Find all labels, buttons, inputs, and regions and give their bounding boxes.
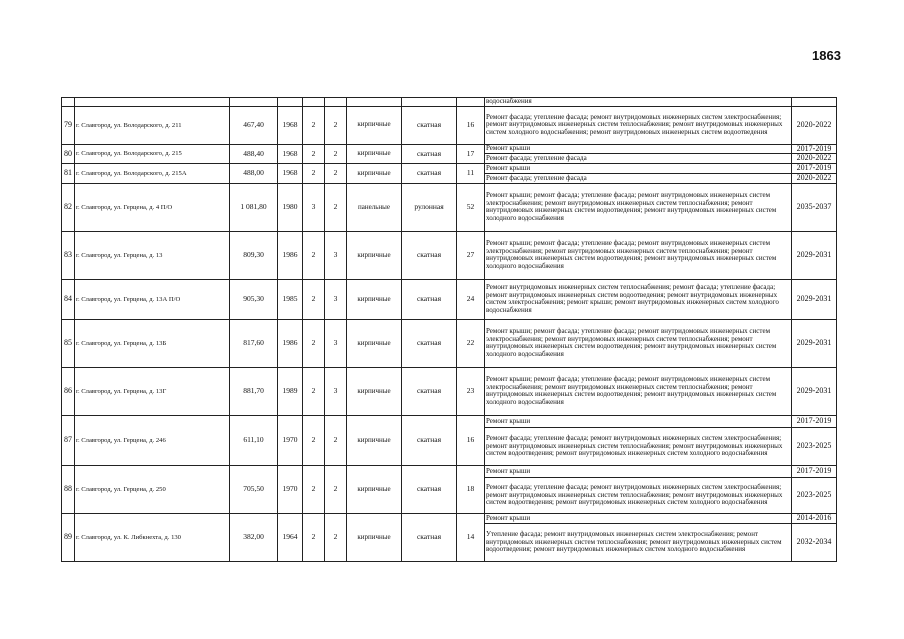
cell-roof-type: скатная <box>402 106 457 144</box>
table-row <box>62 106 837 144</box>
table-row <box>62 415 837 427</box>
cell-roof-type: скатная <box>402 465 457 513</box>
cell-floors: 2 <box>303 367 325 415</box>
table-row <box>62 513 837 523</box>
cell-period: 2017-2019 <box>792 144 837 154</box>
cell-entrances: 3 <box>325 279 347 319</box>
cell-entrances: 2 <box>325 164 347 184</box>
cell-repair-works: Утепление фасада; ремонт внутридомовых инженерных систем электроснабжения; ремонт внутридомовых инженерных систем теплоснабжения; ремонт внутридомовых инженерных систем водоотведения; ремонт внутридомовых инженерных систем холодного водоснабжения <box>485 523 792 561</box>
cell-area: 488,40 <box>230 144 278 164</box>
cell-apartment-count: 16 <box>457 106 485 144</box>
cell-entrances: 3 <box>325 231 347 279</box>
cell-address: г. Славгород, ул. Герцена, д. 13Г <box>75 367 230 415</box>
cell-repair-works: Ремонт крыши; ремонт фасада; утепление фасада; ремонт внутридомовых инженерных систем электроснабжения; ремонт внутридомовых инженерных систем теплоснабжения; ремонт внутридомовых инженерных систем водоотведения; ремонт внутридомовых инженерных систем холодного водоснабжения <box>485 183 792 231</box>
cell-apartment-count: 16 <box>457 415 485 465</box>
table-row <box>62 465 837 477</box>
cell-year-built: 1964 <box>278 513 303 561</box>
cell-row-number: 87 <box>62 415 75 465</box>
cell-row-number: 86 <box>62 367 75 415</box>
cell-repair-works: Ремонт крыши <box>485 164 792 174</box>
cell-row-number: 80 <box>62 144 75 164</box>
table-row <box>62 231 837 279</box>
cell-roof-type: скатная <box>402 231 457 279</box>
cell-repair-works: Ремонт фасада; утепление фасада; ремонт внутридомовых инженерных систем электроснабжения; ремонт внутридомовых инженерных систем теплоснабжения; ремонт внутридомовых инженерных систем водоотведения; ремонт внутридомовых инженерных систем холодного водоснабжения <box>485 427 792 465</box>
cell-apartment-count: 11 <box>457 164 485 184</box>
cell-apartment-count: 27 <box>457 231 485 279</box>
cell-year-built: 1980 <box>278 183 303 231</box>
cell-wall-material: кирпичные <box>347 367 402 415</box>
cell-roof-type: скатная <box>402 319 457 367</box>
cell-period: 2029-2031 <box>792 367 837 415</box>
cell-area: 881,70 <box>230 367 278 415</box>
table-row <box>62 279 837 319</box>
cell-apartment-count: 22 <box>457 319 485 367</box>
table-row <box>62 183 837 231</box>
table-row <box>62 367 837 415</box>
cell-wall-material: кирпичные <box>347 106 402 144</box>
cell-period: 2023-2025 <box>792 477 837 513</box>
cell-apartment-count: 23 <box>457 367 485 415</box>
cell-address: г. Славгород, ул. К. Либкнехта, д. 130 <box>75 513 230 561</box>
cell-year-built: 1968 <box>278 144 303 164</box>
cell-entrances: 2 <box>325 106 347 144</box>
cell-area: 905,30 <box>230 279 278 319</box>
cell-row-number: 79 <box>62 106 75 144</box>
cell-wall-material: кирпичные <box>347 164 402 184</box>
cell-entrances: 2 <box>325 465 347 513</box>
cell-period: 2029-2031 <box>792 279 837 319</box>
cell-repair-works: Ремонт крыши <box>485 144 792 154</box>
cell-period: 2035-2037 <box>792 183 837 231</box>
cell-year-built: 1970 <box>278 415 303 465</box>
cell-address: г. Славгород, ул. Герцена, д. 250 <box>75 465 230 513</box>
cell-floors: 2 <box>303 231 325 279</box>
cell-wall-material: кирпичные <box>347 465 402 513</box>
cell-floors: 2 <box>303 106 325 144</box>
capital-repair-table <box>61 97 837 562</box>
cell-period: 2017-2019 <box>792 465 837 477</box>
cell-year-built: 1970 <box>278 465 303 513</box>
cell-period: 2020-2022 <box>792 154 837 164</box>
cell-row-number: 81 <box>62 164 75 184</box>
cell-period: 2020-2022 <box>792 106 837 144</box>
cell-area: 467,40 <box>230 106 278 144</box>
cell-period: 2032-2034 <box>792 523 837 561</box>
cell-entrances: 2 <box>325 144 347 164</box>
cell-apartment-count: 18 <box>457 465 485 513</box>
cell-repair-works: Ремонт крыши; ремонт фасада; утепление фасада; ремонт внутридомовых инженерных систем электроснабжения; ремонт внутридомовых инженерных систем теплоснабжения; ремонт внутридомовых инженерных систем водоотведения; ремонт внутридомовых инженерных систем холодного водоснабжения <box>485 319 792 367</box>
table-row <box>62 319 837 367</box>
cell-roof-type: скатная <box>402 279 457 319</box>
cell-repair-works: Ремонт крыши; ремонт фасада; утепление фасада; ремонт внутридомовых инженерных систем электроснабжения; ремонт внутридомовых инженерных систем теплоснабжения; ремонт внутридомовых инженерных систем водоотведения; ремонт внутридомовых инженерных систем холодного водоснабжения <box>485 367 792 415</box>
cell-floors: 2 <box>303 144 325 164</box>
table-row <box>62 164 837 174</box>
cell-area: 705,50 <box>230 465 278 513</box>
cell-row-number: 85 <box>62 319 75 367</box>
cell-period: 2014-2016 <box>792 513 837 523</box>
cell-year-built: 1968 <box>278 106 303 144</box>
cell-floors: 2 <box>303 513 325 561</box>
cell-wall-material: кирпичные <box>347 231 402 279</box>
cell-address: г. Славгород, ул. Володарского, д. 215 <box>75 144 230 164</box>
cell-address: г. Славгород, ул. Володарского, д. 211 <box>75 106 230 144</box>
cell-roof-type: скатная <box>402 415 457 465</box>
cell-wall-material: кирпичные <box>347 513 402 561</box>
cell-year-built: 1986 <box>278 319 303 367</box>
cell-row-number: 84 <box>62 279 75 319</box>
cell-row-number: 89 <box>62 513 75 561</box>
cell-repair-works: Ремонт фасада; утепление фасада <box>485 154 792 164</box>
cell-period: 2020-2022 <box>792 174 837 184</box>
cell-area: 382,00 <box>230 513 278 561</box>
cell-wall-material: кирпичные <box>347 144 402 164</box>
cell-period: 2023-2025 <box>792 427 837 465</box>
cell-floors: 2 <box>303 415 325 465</box>
table-body <box>62 98 837 562</box>
cell-wall-material: панельные <box>347 183 402 231</box>
carryover-work: водоснабжения <box>485 98 792 107</box>
cell-roof-type: скатная <box>402 513 457 561</box>
cell-floors: 3 <box>303 183 325 231</box>
carryover-row <box>62 98 837 107</box>
cell-repair-works: Ремонт фасада; утепление фасада; ремонт внутридомовых инженерных систем электроснабжения; ремонт внутридомовых инженерных систем теплоснабжения; ремонт внутридомовых инженерных систем водоотведения; ремонт внутридомовых инженерных систем холодного водоснабжения <box>485 477 792 513</box>
cell-repair-works: Ремонт крыши <box>485 513 792 523</box>
cell-floors: 2 <box>303 279 325 319</box>
table-row <box>62 144 837 154</box>
cell-roof-type: рулонная <box>402 183 457 231</box>
cell-address: г. Славгород, ул. Герцена, д. 13Б <box>75 319 230 367</box>
cell-year-built: 1985 <box>278 279 303 319</box>
cell-year-built: 1986 <box>278 231 303 279</box>
cell-apartment-count: 24 <box>457 279 485 319</box>
cell-row-number: 82 <box>62 183 75 231</box>
cell-area: 809,30 <box>230 231 278 279</box>
cell-repair-works: Ремонт крыши; ремонт фасада; утепление фасада; ремонт внутридомовых инженерных систем электроснабжения; ремонт внутридомовых инженерных систем теплоснабжения; ремонт внутридомовых инженерных систем водоотведения; ремонт внутридомовых инженерных систем холодного водоснабжения <box>485 231 792 279</box>
cell-entrances: 2 <box>325 183 347 231</box>
cell-period: 2029-2031 <box>792 231 837 279</box>
cell-roof-type: скатная <box>402 367 457 415</box>
cell-entrances: 3 <box>325 367 347 415</box>
cell-period: 2017-2019 <box>792 164 837 174</box>
cell-repair-works: Ремонт фасада; утепление фасада <box>485 174 792 184</box>
cell-roof-type: скатная <box>402 164 457 184</box>
cell-floors: 2 <box>303 319 325 367</box>
cell-period: 2029-2031 <box>792 319 837 367</box>
cell-area: 817,60 <box>230 319 278 367</box>
cell-row-number: 83 <box>62 231 75 279</box>
cell-wall-material: кирпичные <box>347 415 402 465</box>
cell-repair-works: Ремонт фасада; утепление фасада; ремонт внутридомовых инженерных систем электроснабжения; ремонт внутридомовых инженерных систем теплоснабжения; ремонт внутридомовых инженерных систем холодного водоснабжения; ремонт внутридомовых инженерных систем водоотведения <box>485 106 792 144</box>
cell-repair-works: Ремонт крыши <box>485 465 792 477</box>
cell-address: г. Славгород, ул. Герцена, д. 13А П/О <box>75 279 230 319</box>
cell-floors: 2 <box>303 164 325 184</box>
cell-repair-works: Ремонт внутридомовых инженерных систем теплоснабжения; ремонт фасада; утепление фасада; ремонт внутридомовых инженерных систем водоотведения; ремонт внутридомовых инженерных систем электроснабжения; ремонт крыши; ремонт внутридомовых инженерных систем холодного водоснабжения <box>485 279 792 319</box>
cell-entrances: 2 <box>325 415 347 465</box>
cell-area: 611,10 <box>230 415 278 465</box>
cell-area: 488,00 <box>230 164 278 184</box>
cell-apartment-count: 14 <box>457 513 485 561</box>
cell-apartment-count: 52 <box>457 183 485 231</box>
cell-roof-type: скатная <box>402 144 457 164</box>
cell-apartment-count: 17 <box>457 144 485 164</box>
cell-address: г. Славгород, ул. Герцена, д. 246 <box>75 415 230 465</box>
page-number: 1863 <box>812 48 841 63</box>
cell-repair-works: Ремонт крыши <box>485 415 792 427</box>
cell-address: г. Славгород, ул. Володарского, д. 215А <box>75 164 230 184</box>
cell-address: г. Славгород, ул. Герцена, д. 13 <box>75 231 230 279</box>
cell-year-built: 1968 <box>278 164 303 184</box>
cell-year-built: 1989 <box>278 367 303 415</box>
cell-entrances: 2 <box>325 513 347 561</box>
cell-period: 2017-2019 <box>792 415 837 427</box>
cell-wall-material: кирпичные <box>347 319 402 367</box>
cell-area: 1 081,80 <box>230 183 278 231</box>
cell-floors: 2 <box>303 465 325 513</box>
cell-row-number: 88 <box>62 465 75 513</box>
cell-wall-material: кирпичные <box>347 279 402 319</box>
cell-entrances: 3 <box>325 319 347 367</box>
cell-address: г. Славгород, ул. Герцена, д. 4 П/О <box>75 183 230 231</box>
